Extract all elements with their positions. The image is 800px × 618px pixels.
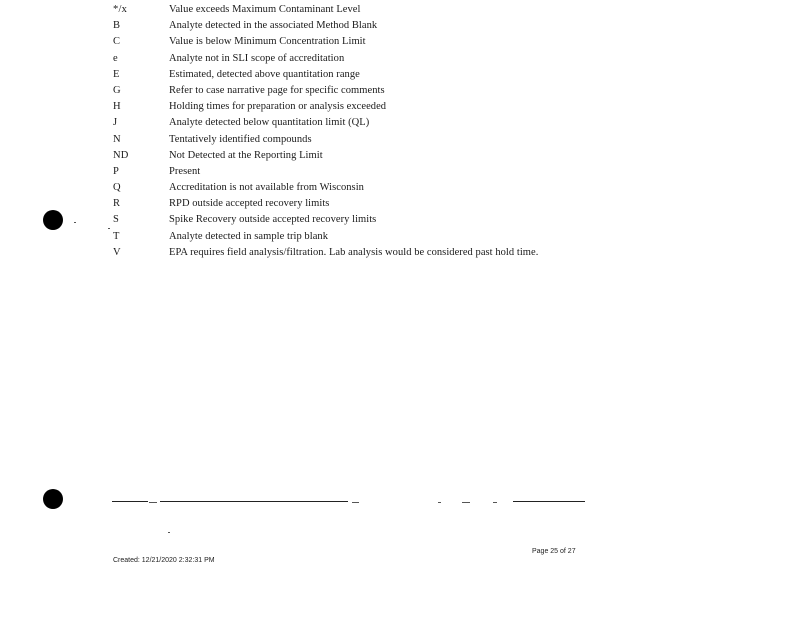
separator-dash (438, 502, 441, 503)
qualifier-code: Q (113, 182, 121, 194)
qualifier-code: E (113, 68, 120, 80)
qualifier-code: ND (113, 149, 129, 161)
qualifier-code: H (113, 101, 121, 113)
qualifier-code: J (113, 117, 118, 129)
qualifier-description: Value is below Minimum Concentration Limit (169, 36, 366, 48)
scan-speck (108, 228, 110, 229)
scan-speck (74, 222, 76, 223)
qualifier-code: */x (113, 4, 128, 15)
separator-rule (112, 501, 148, 502)
qualifier-row (0, 99, 800, 115)
separator-dash (462, 502, 470, 503)
qualifier-row (0, 34, 800, 50)
qualifier-description: Analyte detected in sample trip blank (169, 230, 329, 242)
qualifier-description: Spike Recovery outside accepted recovery limits (169, 214, 377, 226)
qualifier-row (0, 180, 800, 196)
qualifier-row (0, 245, 800, 261)
punch-hole-bottom (43, 489, 63, 509)
qualifier-description: Analyte detected in the associated Method Blank (169, 20, 378, 32)
qualifier-code: V (113, 246, 121, 258)
qualifier-description: RPD outside accepted recovery limits (169, 198, 330, 210)
qualifier-row (0, 67, 800, 83)
qualifier-description: Analyte not in SLI scope of accreditation (169, 52, 345, 64)
qualifier-code: T (113, 230, 120, 242)
qualifier-code: N (113, 133, 121, 145)
qualifier-description: Value exceeds Maximum Contaminant Level (169, 4, 361, 15)
qualifier-code: S (113, 214, 120, 226)
qualifier-row (0, 2, 800, 18)
qualifier-description: Analyte detected below quantitation limit (QL) (169, 117, 370, 129)
qualifier-description: Estimated, detected above quantitation range (169, 68, 360, 80)
qualifier-description: Holding times for preparation or analysis exceeded (169, 101, 387, 113)
qualifier-row (0, 212, 800, 228)
qualifier-description: Not Detected at the Reporting Limit (169, 149, 323, 161)
qualifier-description: Refer to case narrative page for specific comments (169, 84, 385, 96)
punch-hole-top (43, 210, 63, 230)
qualifier-row (0, 132, 800, 148)
qualifier-description: EPA requires field analysis/filtration. Lab analysis would be considered past hold time. (169, 246, 539, 258)
qualifier-legend (0, 2, 800, 261)
separator-rule (160, 501, 348, 502)
separator-rule (513, 501, 585, 502)
qualifier-code: B (113, 20, 121, 32)
qualifier-code: R (113, 198, 121, 210)
separator-dash (493, 502, 497, 503)
qualifier-description: Present (169, 165, 201, 177)
qualifier-row (0, 196, 800, 212)
qualifier-row (0, 83, 800, 99)
created-timestamp: Created: 12/21/2020 2:32:31 PM (113, 557, 215, 564)
qualifier-row (0, 18, 800, 34)
separator-dash (352, 502, 359, 503)
qualifier-description: Tentatively identified compounds (169, 133, 312, 145)
separator-dash (149, 502, 157, 503)
qualifier-row (0, 148, 800, 164)
qualifier-description: Accreditation is not available from Wisconsin (169, 182, 364, 194)
scan-speck (168, 532, 170, 533)
qualifier-row (0, 115, 800, 131)
qualifier-row (0, 229, 800, 245)
qualifier-code: C (113, 36, 121, 48)
qualifier-row (0, 164, 800, 180)
qualifier-code: e (113, 52, 118, 64)
qualifier-row (0, 51, 800, 67)
qualifier-code: G (113, 84, 121, 96)
qualifier-code: P (113, 165, 120, 177)
page-number: Page 25 of 27 (532, 548, 576, 555)
